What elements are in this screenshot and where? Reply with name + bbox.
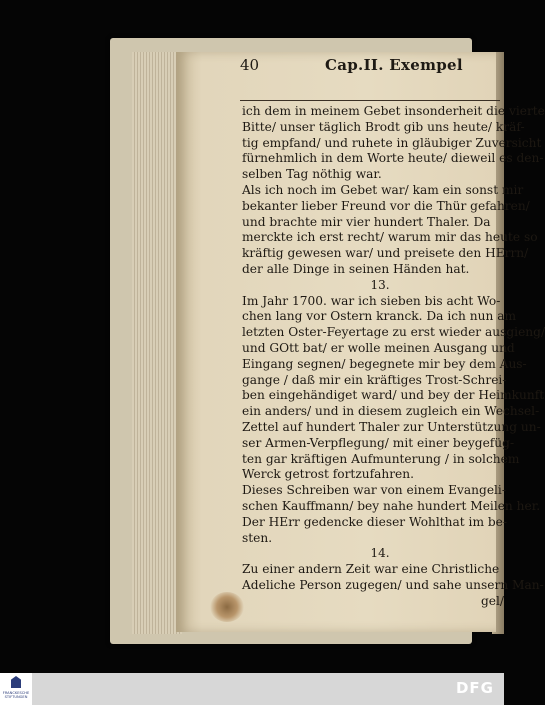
text-line: Eingang segnen/ begegnete mir bey dem Aus-: [242, 356, 527, 371]
text-line: Dieses Schreiben war von einem Evangeli-: [242, 483, 506, 498]
text-line: Zu einer andern Zeit war eine Christliche: [242, 562, 500, 577]
text-line: gel/: [480, 593, 504, 608]
dfg-logo[interactable]: DFG: [455, 679, 494, 697]
text-line: Zettel auf hundert Thaler zur Unterstützung un-: [242, 419, 541, 434]
text-line: und GOtt bat/ er wolle meinen Ausgang und: [242, 340, 515, 355]
text-line: ben eingehändiget ward/ und bey der Heimkunft: [242, 388, 545, 403]
section-number: 13.: [370, 277, 390, 292]
text-line: tig empfand/ und ruhete in gläubiger Zuversicht: [242, 135, 542, 150]
text-line: der alle Dinge in seinen Händen hat.: [242, 261, 470, 276]
book-page: [176, 52, 545, 632]
text-line: ser Armen-Verpflegung/ mit einer beygefüg-: [242, 435, 515, 450]
running-head: Cap.II. Exempel: [325, 56, 463, 74]
page-body: [242, 104, 545, 610]
text-line: ein anders/ und in diesem zugleich ein Wechsel-: [242, 404, 540, 419]
library-logo-text: FRANCKESCHE STIFTUNGEN: [2, 691, 30, 699]
section-number: 14.: [370, 546, 390, 561]
library-logo[interactable]: [0, 673, 32, 705]
text-line: ten gar kräftigen Aufmunterung / in solchem: [242, 451, 520, 466]
text-line: Als ich noch im Gebet war/ kam ein sonst mir: [242, 182, 524, 197]
page-stack-edges: [132, 52, 182, 634]
text-line: Der HErr gedencke dieser Wohlthat im be-: [242, 514, 508, 529]
header-rule: [240, 100, 500, 101]
text-line: sten.: [242, 530, 273, 545]
text-line: gange / daß mir ein kräftiges Trost-Schrei-: [242, 372, 507, 387]
page-number: 40: [240, 56, 260, 74]
crest-icon: [11, 676, 21, 688]
text-line: ich dem in meinem Gebet insonderheit die vierte: [242, 104, 545, 118]
text-line: letzten Oster-Feyertage zu erst wieder ausgieng/: [242, 325, 545, 340]
text-line: fürnehmlich in dem Worte heute/ dieweil es den-: [242, 151, 544, 166]
page-header: [240, 56, 500, 84]
text-line: kräftig gewesen war/ und preisete den HErrn/: [242, 246, 529, 261]
text-line: Im Jahr 1700. war ich sieben bis acht Wo-: [242, 293, 501, 308]
page-stain: [210, 592, 244, 622]
text-line: chen lang vor Ostern kranck. Da ich nun am: [242, 309, 517, 324]
text-line: und brachte mir vier hundert Thaler. Da: [242, 214, 491, 229]
text-line: Bitte/ unser täglich Brodt gib uns heute/ kräf-: [242, 119, 525, 134]
viewer-footer-bar: [0, 673, 504, 705]
text-line: bekanter lieber Freund vor die Thür gefahren/: [242, 198, 530, 213]
text-line: merckte ich erst recht/ warum mir das heute so: [242, 230, 538, 245]
text-line: selben Tag nöthig war.: [242, 167, 382, 182]
text-line: Adeliche Person zugegen/ und sahe unsern Man-: [242, 577, 544, 592]
text-line: Werck getrost fortzufahren.: [242, 467, 414, 482]
text-line: schen Kauffmann/ bey nahe hundert Meilen her.: [242, 498, 541, 513]
